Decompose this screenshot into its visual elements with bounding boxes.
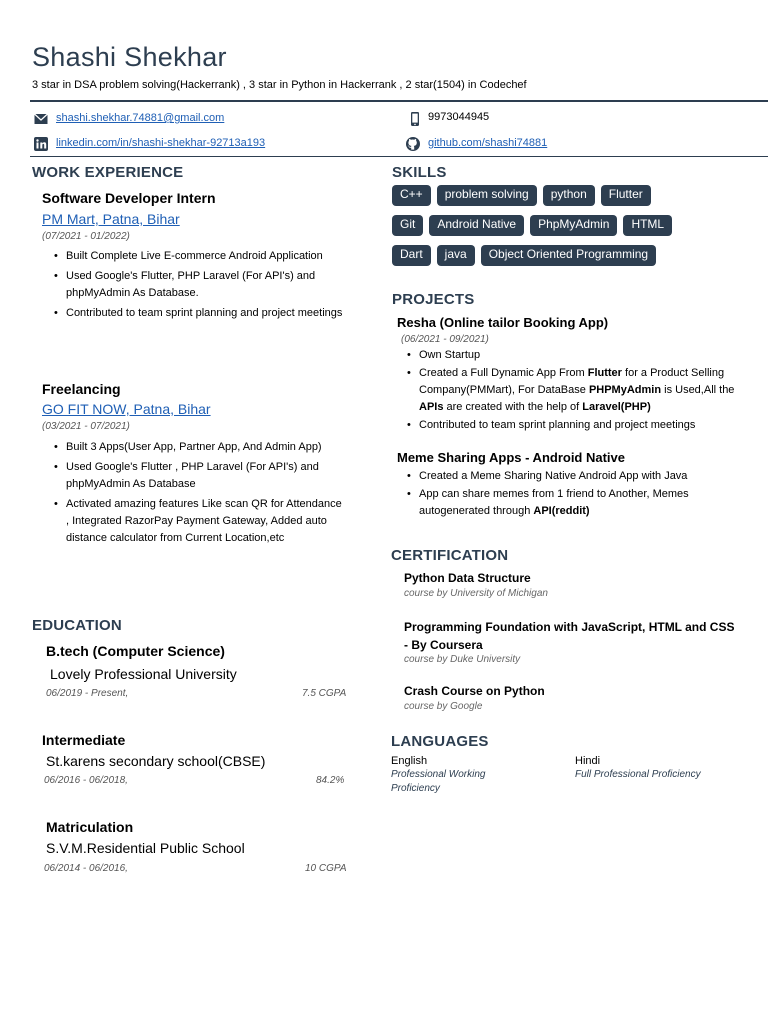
- edu-degree: Intermediate: [42, 732, 126, 748]
- bullet-item: • Contributed to team sprint planning and project meetings: [407, 417, 737, 434]
- skill-tag: python: [543, 185, 595, 206]
- cert-provider: course by University of Michigan: [404, 588, 548, 599]
- section-title-languages: LANGUAGES: [391, 733, 489, 750]
- github-icon: [406, 137, 420, 151]
- bullet-item: • Contributed to team sprint planning and project meetings: [54, 305, 344, 322]
- bullet-item: • Created a Full Dynamic App From Flutter for a Product Selling Company(PMMart), For DataBase PHPMyAdmin is Used,All the APIs are created with the help of Laravel(PHP): [407, 365, 737, 416]
- bullet-item: • Built Complete Live E-commerce Android Application: [54, 248, 344, 265]
- section-title-certification: CERTIFICATION: [391, 547, 509, 564]
- candidate-name: Shashi Shekhar: [32, 42, 227, 72]
- edu-dates: 06/2014 - 06/2016,: [44, 863, 128, 874]
- cert-title: Python Data Structure: [404, 571, 531, 585]
- edu-school: S.V.M.Residential Public School: [46, 840, 245, 856]
- skill-tag: Flutter: [601, 185, 651, 206]
- job-bullets: [54, 248, 344, 325]
- phone-icon: [408, 112, 422, 126]
- edu-school: Lovely Professional University: [50, 666, 237, 682]
- skill-row: [392, 185, 732, 206]
- job-role: Software Developer Intern: [42, 190, 216, 206]
- section-title-skills: SKILLS: [392, 164, 447, 181]
- header-divider: [30, 100, 768, 102]
- skill-tag: C++: [392, 185, 431, 206]
- project-title: Resha (Online tailor Booking App): [397, 315, 609, 330]
- language-name: English: [391, 755, 428, 767]
- edu-degree: B.tech (Computer Science): [46, 643, 225, 659]
- skill-tag: java: [437, 245, 475, 266]
- job-dates: (07/2021 - 01/2022): [42, 231, 130, 242]
- linkedin-icon: [34, 137, 48, 151]
- bullet-item: • App can share memes from 1 friend to Another, Memes autogenerated through API(reddit): [407, 486, 737, 520]
- cert-provider: course by Google: [404, 701, 483, 712]
- project-title: Meme Sharing Apps - Android Native: [397, 450, 626, 465]
- edu-score: 7.5 CGPA: [302, 688, 347, 699]
- skill-tag: Dart: [392, 245, 431, 266]
- bullet-item: • Used Google's Flutter, PHP Laravel (For API's) and phpMyAdmin As Database.: [54, 268, 344, 302]
- job-company-link[interactable]: PM Mart, Patna, Bihar: [42, 211, 180, 227]
- github-link[interactable]: github.com/shashi74881: [428, 137, 548, 149]
- headline: 3 star in DSA problem solving(Hackerrank) , 3 star in Python in Hackerrank , 2 star(1504) in Codechef: [32, 79, 527, 91]
- job-company-link[interactable]: GO FIT NOW, Patna, Bihar: [42, 401, 211, 417]
- skill-tag: problem solving: [437, 185, 537, 206]
- bullet-item: • Used Google's Flutter , PHP Laravel (For API's) and phpMyAdmin As Database: [54, 459, 344, 493]
- edu-dates: 06/2016 - 06/2018,: [44, 775, 128, 786]
- project-bullets: [407, 468, 737, 523]
- edu-score: 84.2%: [316, 775, 345, 786]
- cert-title: Programming Foundation with JavaScript, HTML and CSS - By Coursera: [404, 620, 735, 652]
- skill-tag: Object Oriented Programming: [481, 245, 656, 266]
- skill-row: [392, 215, 732, 236]
- edu-degree: Matriculation: [46, 819, 134, 835]
- cert-title: Crash Course on Python: [404, 684, 545, 698]
- language-level: Full Professional Proficiency: [575, 769, 701, 780]
- bullet-item: • Built 3 Apps(User App, Partner App, And Admin App): [54, 439, 344, 456]
- email-link[interactable]: shashi.shekhar.74881@gmail.com: [56, 112, 225, 124]
- contact-divider: [30, 156, 768, 157]
- cert-provider: course by Duke University: [404, 654, 521, 665]
- job-role: Freelancing: [42, 381, 121, 397]
- language-name: Hindi: [575, 755, 601, 767]
- bullet-item: • Created a Meme Sharing Native Android App with Java: [407, 468, 737, 485]
- linkedin-link[interactable]: linkedin.com/in/shashi-shekhar-92713a193: [56, 137, 266, 149]
- phone-number: 9973044945: [428, 111, 490, 123]
- skill-tag: Git: [392, 215, 423, 236]
- edu-score: 10 CGPA: [305, 863, 347, 874]
- skill-tag: HTML: [623, 215, 672, 236]
- language-level: Professional Working Proficiency: [391, 769, 486, 794]
- skill-tag: PhpMyAdmin: [530, 215, 617, 236]
- project-dates: (06/2021 - 09/2021): [401, 334, 489, 345]
- skill-row: [392, 245, 732, 266]
- skill-tag: Android Native: [429, 215, 524, 236]
- bullet-item: • Own Startup: [407, 347, 737, 364]
- email-icon: [34, 112, 48, 126]
- section-title-education: EDUCATION: [32, 617, 122, 634]
- job-bullets: [54, 439, 344, 550]
- skills-list: [392, 185, 732, 275]
- project-bullets: [407, 347, 737, 437]
- job-dates: (03/2021 - 07/2021): [42, 421, 130, 432]
- section-title-work: WORK EXPERIENCE: [32, 164, 184, 181]
- edu-school: St.karens secondary school(CBSE): [46, 753, 266, 769]
- section-title-projects: PROJECTS: [392, 291, 475, 308]
- bullet-item: • Activated amazing features Like scan QR for Attendance , Integrated RazorPay Payment Gateway, Added auto distance calculator from Current Location,etc: [54, 496, 344, 547]
- edu-dates: 06/2019 - Present,: [46, 688, 129, 699]
